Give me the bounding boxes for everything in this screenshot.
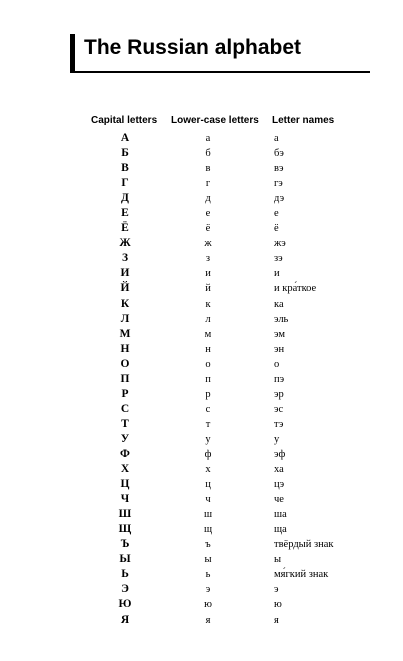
lowercase-letter: о [205,358,211,370]
capital-letter: А [120,132,130,144]
capital-letter: Н [120,342,130,355]
lowercase-letter: ф [204,448,212,460]
capital-letter: Щ [118,523,132,536]
letter-name: эр [274,388,284,400]
table-row [0,402,403,417]
letter-name: е [274,208,279,220]
lowercase-letter: п [205,373,211,385]
table-row [0,613,403,628]
table-row [0,342,403,357]
capital-letter: У [120,432,130,445]
letter-name: о [274,358,280,370]
letter-name: жэ [274,238,286,250]
table-row [0,131,403,146]
letter-name: цэ [274,479,285,491]
table-row [0,297,403,312]
lowercase-letter: л [205,313,211,325]
lowercase-letter: р [205,388,211,400]
table-row [0,522,403,537]
table-row [0,477,403,492]
lowercase-letter: з [205,253,211,265]
letter-name: эс [274,403,284,415]
capital-letter: К [120,297,130,310]
capital-letter: О [120,357,130,370]
lowercase-letter: н [205,343,211,355]
capital-letter: Л [120,312,130,325]
letter-name: и [274,268,280,280]
capital-letter: Б [121,147,129,160]
table-row [0,447,403,462]
table-row [0,161,403,176]
table-row [0,327,403,342]
table-row [0,191,403,206]
page-title: The Russian alphabet [84,36,302,59]
lowercase-letter: ц [205,479,211,491]
lowercase-letter: ч [205,494,211,506]
lowercase-letter: д [205,193,211,205]
capital-letter: Э [121,583,129,596]
lowercase-letter: т [205,418,211,430]
lowercase-letter: й [205,283,211,295]
letter-name: у [274,433,280,445]
column-header-names: Letter names [272,115,335,126]
lowercase-letter: а [205,133,211,144]
capital-letter: Ь [121,568,129,581]
table-row [0,312,403,327]
lowercase-letter: ё [205,223,211,235]
lowercase-letter: ж [204,238,212,250]
lowercase-letter: б [205,148,211,160]
capital-letter: Ы [119,553,131,566]
table-row [0,597,403,612]
capital-letter: Ц [120,478,130,491]
lowercase-letter: г [205,178,211,190]
capital-letter: Г [121,177,129,190]
lowercase-letter: ю [204,599,212,611]
capital-letter: Д [121,192,129,205]
lowercase-letter: и [205,268,211,280]
lowercase-letter: е [205,208,211,220]
letter-name: ща [274,524,287,536]
capital-letter: Ч [120,493,130,506]
table-row [0,221,403,236]
lowercase-letter: у [205,433,211,445]
title-underline [70,71,370,73]
capital-letter: П [120,372,130,385]
table-row [0,266,403,281]
letter-name: эн [274,343,285,355]
letter-name: а [274,133,279,144]
table-row [0,146,403,161]
lowercase-letter: м [204,328,212,340]
lowercase-letter: с [205,403,211,415]
table-row [0,372,403,387]
lowercase-letter: щ [203,524,213,536]
capital-letter: З [121,252,129,265]
letter-name: бэ [274,148,284,160]
capital-letter: И [120,267,130,280]
table-row [0,462,403,477]
capital-letter: Ф [120,447,130,460]
lowercase-letter: э [205,584,211,596]
lowercase-letter: ш [203,509,213,521]
lowercase-letter: х [205,464,211,476]
lowercase-letter: к [205,298,211,310]
capital-letter: Т [121,417,129,430]
letter-name: гэ [274,178,283,190]
lowercase-letter: ы [204,554,212,566]
lowercase-letter: я [205,614,211,626]
letter-name: я [274,614,279,626]
capital-letter: Е [121,207,129,220]
table-row [0,387,403,402]
capital-letter: Я [120,613,130,626]
capital-letter: В [121,162,129,175]
table-row [0,537,403,552]
table-row [0,357,403,372]
letter-name: и кра́ткое [274,283,317,295]
letter-name: тэ [274,418,284,430]
letter-name: ка [274,298,284,310]
table-row [0,206,403,221]
capital-letter: М [119,327,131,340]
title-accent-bar [70,34,75,72]
letter-name: дэ [274,193,285,205]
table-row [0,417,403,432]
table-row [0,251,403,266]
capital-letter: С [120,402,130,415]
table-row [0,582,403,597]
table-row [0,176,403,191]
letter-name: ша [274,509,287,521]
table-row [0,432,403,447]
column-header-capital: Capital letters [91,115,158,126]
lowercase-letter: ь [205,569,211,581]
letter-name: ё [274,223,279,235]
column-header-lower: Lower-case letters [171,115,259,126]
letter-name: эль [274,313,289,325]
letter-name: ы [274,554,282,566]
letter-name: зэ [274,253,283,265]
letter-name: ха [274,464,284,476]
table-row [0,236,403,251]
letter-name: вэ [274,163,284,175]
letter-name: э [274,584,279,596]
capital-letter: Х [120,463,130,476]
letter-name: ю [274,599,282,611]
letter-name: эм [274,328,286,340]
capital-letter: Ю [118,598,132,611]
alphabet-table [0,131,403,628]
capital-letter: Ё [121,222,129,235]
lowercase-letter: ъ [205,539,211,551]
table-row [0,507,403,522]
capital-letter: Р [121,387,129,400]
lowercase-letter: в [205,163,211,175]
letter-name: пэ [274,373,285,385]
table-row [0,552,403,567]
letter-name: че [274,494,284,506]
table-row [0,492,403,507]
letter-name: мя́гкий знак [274,569,329,581]
capital-letter: Ж [119,237,131,250]
capital-letter: Ъ [120,538,130,551]
capital-letter: Ш [118,508,132,521]
letter-name: твёрдый знак [274,539,334,551]
table-row [0,567,403,582]
capital-letter: Й [120,282,130,295]
table-row [0,281,403,296]
letter-name: эф [274,448,286,460]
